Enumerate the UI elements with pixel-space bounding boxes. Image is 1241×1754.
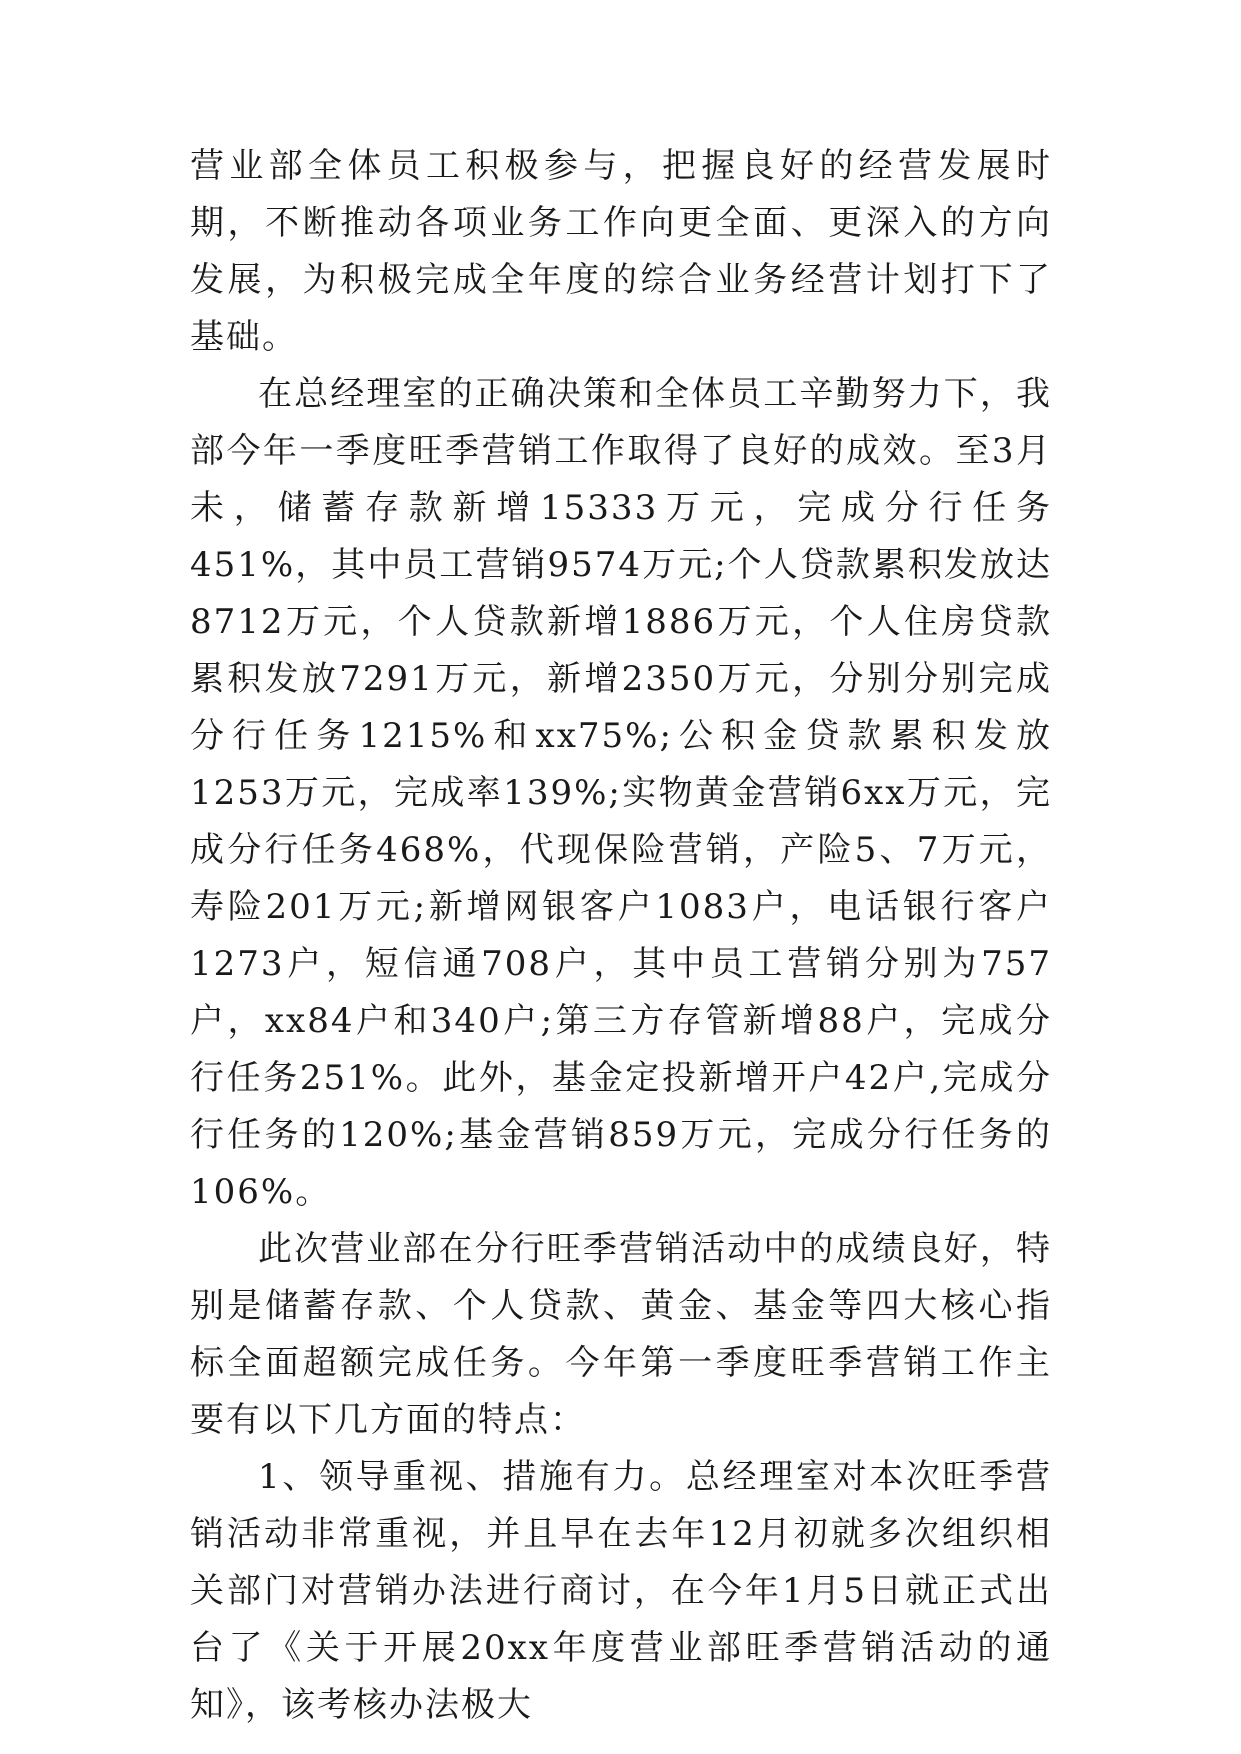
paragraph-1: 营业部全体员工积极参与，把握良好的经营发展时期，不断推动各项业务工作向更全面、更深入的方向发展，为积极完成全年度的综合业务经营计划打下了基础。 <box>190 146 1052 357</box>
paragraph-4: 1、领导重视、措施有力。总经理室对本次旺季营销活动非常重视，并且早在去年12月初就多次组织相关部门对营销办法进行商讨，在今年1月5日就正式出台了《关于开展20xx年度营业部旺季营销活动的通知》，该考核办法极大 <box>190 1457 1052 1725</box>
paragraph-2: 在总经理室的正确决策和全体员工辛勤努力下，我部今年一季度旺季营销工作取得了良好的成效。至3月未，储蓄存款新增15333万元，完成分行任务451%，其中员工营销9574万元;个人贷款累积发放达8712万元，个人贷款新增1886万元，个人住房贷款累积发放7291万元，新增2350万元，分别分别完成分行任务1215%和xx75%;公积金贷款累积发放1253万元，完成率139%;实物黄金营销6xx万元，完成分行任务468%，代现保险营销，产险5、7万元，寿险201万元;新增网银客户1083户，电话银行客户1273户，短信通708户，其中员工营销分别为757户，xx84户和340户;第三方存管新增88户，完成分行任务251%。此外，基金定投新增开户42户,完成分行任务的120%;基金营销859万元，完成分行任务的106%。 <box>190 374 1052 1212</box>
paragraph-3: 此次营业部在分行旺季营销活动中的成绩良好，特别是储蓄存款、个人贷款、黄金、基金等四大核心指标全面超额完成任务。今年第一季度旺季营销工作主要有以下几方面的特点： <box>190 1229 1052 1440</box>
document-body <box>190 138 1052 1734</box>
